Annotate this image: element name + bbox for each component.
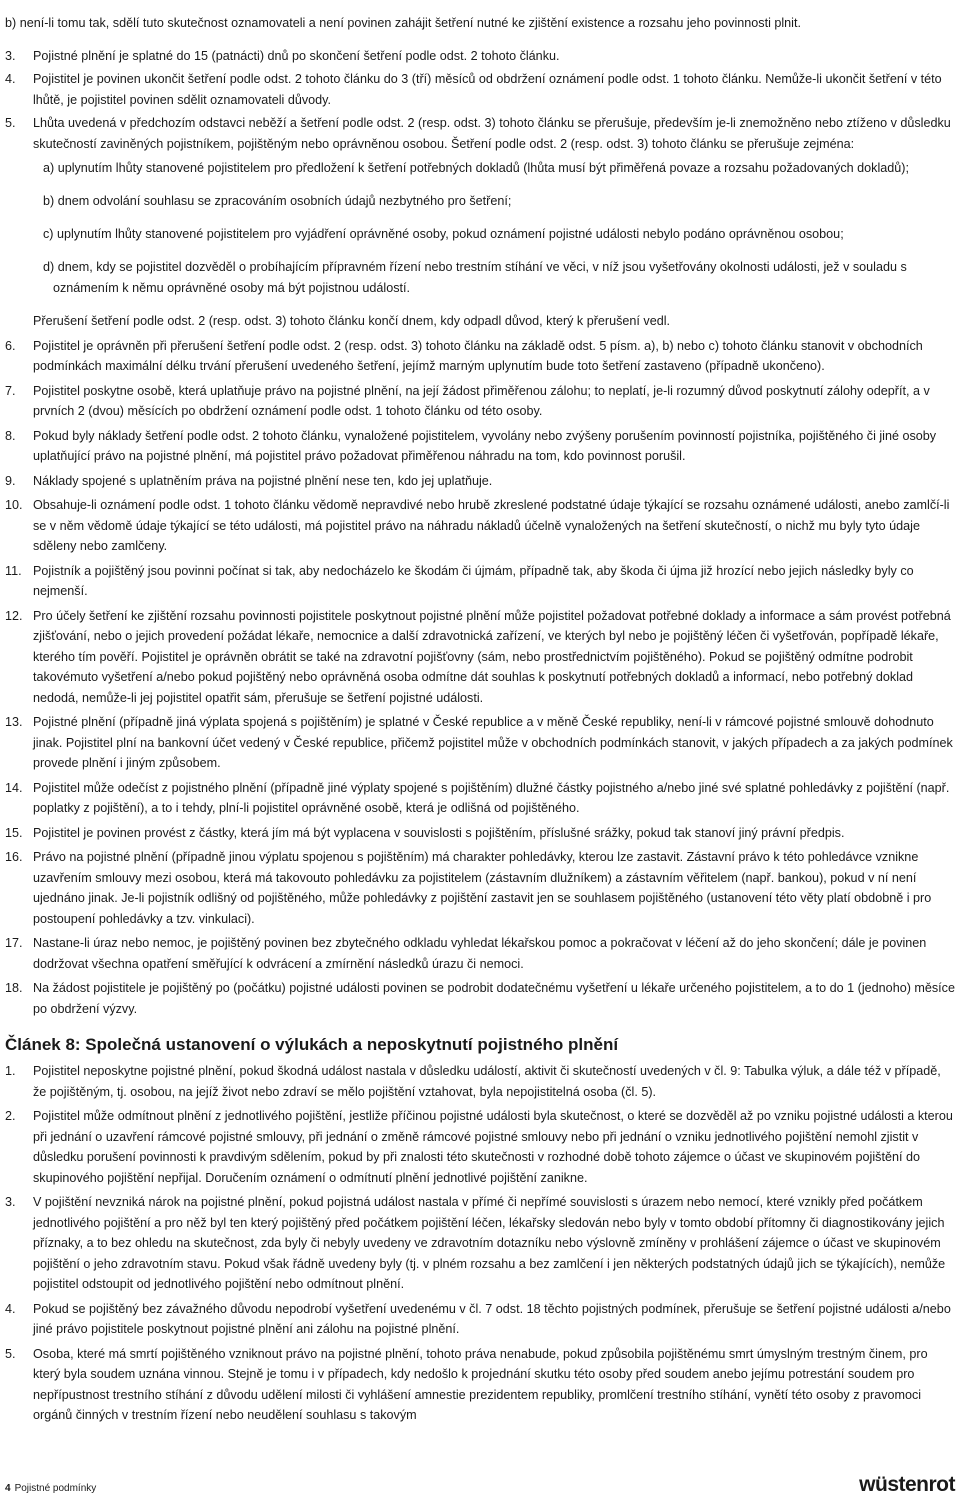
paragraph-number: 13. — [5, 715, 23, 730]
paragraph-text: b) není-li tomu tak, sdělí tuto skutečnost oznamovateli a není povinen zahájit šetření nutné ke zjištění existence a rozsahu jeho povinnosti plnit. — [5, 15, 801, 30]
paragraph-7-5-continuation: Přerušení šetření podle odst. 2 (resp. odst. 3) tohoto článku končí dnem, kdy odpadl důvod, který k přerušení vedl. — [33, 314, 671, 329]
paragraph-text: Právo na pojistné plnění (případně jinou výplatu spojenou s pojištěním) má charakter pohledávky, kterou lze zastavit. Zástavní právo k této pohledávce vznikne uzavřením smlouvy mezi osobou, která má takovouto pohledávku za pojistitelem (zástavním dlužníkem) a zástavním věřitelem (např. bankou), pokud v ní není ujednáno jinak. Je-li pojistník odlišný od pojištěného, může pohledávky z pojištění zastavit jen se souhlasem pojištěného (ustanovení této věty platí obdobně i pro postoupení pohledávky a tzv. vinkulaci). — [33, 850, 932, 926]
paragraph-7-4 — [5, 69, 955, 110]
paragraph-text: Na žádost pojistitele je pojištěný po (počátku) pojistné události povinen se podrobit dodatečnému vyšetření u lékaře určeného pojistitelem, a to do 1 (jednoho) měsíce po obdržení výzvy. — [33, 981, 955, 1016]
sub-item-text: c) uplynutím lhůty stanovené pojistitelem pro vyjádření oprávněné osoby, pokud oznámení pojistné události nebylo podáno oprávněnou osobou; — [43, 227, 844, 242]
article-7-paragraph — [5, 561, 955, 602]
paragraph-text: Náklady spojené s uplatněním práva na pojistné plnění nese ten, kdo jej uplatňuje. — [33, 473, 493, 488]
article-7-paragraph — [5, 426, 955, 467]
article-7-paragraph — [5, 847, 955, 929]
paragraph-number: 3. — [5, 48, 16, 63]
paragraph-text: Pojistitel je povinen ukončit šetření podle odst. 2 tohoto článku do 3 (tří) měsíců od obdržení oznámení podle odst. 1 tohoto článku. Nemůže-li ukončit šetření v této lhůtě, je pojistitel povinen sdělit oznamovateli důvody. — [33, 72, 942, 107]
paragraph-text: Pojistitel je povinen provést z částky, která jím má být vyplacena v souvislosti s pojištěním, příslušné srážky, pokud tak stanoví jiný právní předpis. — [33, 825, 845, 840]
paragraph-text: Pro účely šetření ke zjištění rozsahu povinnosti pojistitele poskytnout pojistné plnění může pojistitel požadovat potřebné doklady a informace a sám provést potřebná zjišťování, nebo o jejich provedení požádat lékaře, nemocnice a další zdravotnická zařízení, ve kterých byl nebo je pojištěný léčen či vyšetřován, popřípadě lékaře, kterého tím pověří. Pojistitel je oprávněn obrátit se také na zdravotní pojišťovny (sám, nebo prostřednictvím pojištěného). Pokud se pojištěný odmítne podrobit takovémuto vyšetření a/nebo pokud pojištěný nebo oprávněná osoba odmítne dát souhlas k poskytnutí potřebných dokladů a informací, nebo potřebný doklad nedodá, nemůže-li jej pojistitel opatřit sám, přerušuje se šetření pojistné události. — [33, 608, 951, 705]
document-page — [5, 0, 955, 1426]
paragraph-text: V pojištění nevzniká nárok na pojistné plnění, pokud pojistná událost nastala v přímé či nepřímé souvislosti s úrazem nebo nemocí, které vznikly před počátkem jednotlivého pojištění a pro něž byl ten který pojištěný před počátkem pojištění léčen, lékařsky sledován nebo byly v tomto období přítomny či diagnostikovány jejich příznaky, a to bez ohledu na skutečnost, zda byly či nebyly uvedeny ve zdravotním dotazníku nebo výslovně zmíněny v prohlášení zájemce o účast ve skupinovém pojištění o jeho zdravotním stavu. Pokud však řádně uvedeny byly (tj. v plném rozsahu a bez zamlčení i jen některých podstatných údajů jich se týkajících), nemůže pojistitel odstoupit od jednotlivého pojištění nebo odmítnout plnění. — [33, 1195, 946, 1292]
article-8-paragraph — [5, 1106, 955, 1188]
paragraph-text: Pojistitel poskytne osobě, která uplatňuje právo na pojistné plnění, na její žádost přiměřenou zálohu; to neplatí, je-li rozumný důvod poskytnutí zálohy odepřít, a v prvních 2 (dvou) měsících po obdržení oznámení podle odst. 1 tohoto článku od této osoby. — [33, 383, 930, 419]
paragraph-number: 4. — [5, 72, 16, 87]
paragraph-number: 2. — [5, 1109, 16, 1124]
page-number: 4 — [5, 1483, 11, 1494]
paragraph-text: Pojistné plnění je splatné do 15 (patnácti) dnů po skončení šetření podle odst. 2 tohoto článku. — [33, 48, 560, 63]
paragraph-number: 16. — [5, 850, 23, 865]
paragraph-2b — [5, 13, 955, 34]
page-footer — [5, 1473, 955, 1497]
article-7-paragraph — [5, 933, 955, 974]
sub-item-c — [33, 224, 955, 245]
paragraph-text: Osoba, které má smrtí pojištěného vzniknout právo na pojistné plnění, tohoto práva nenabude, pokud způsobila pojištěnému smrt úmyslným trestným činem, pro který byla soudem uznána vinnou. Stejně je tomu i v případech, kdy nedošlo k projednání skutku této osoby před soudem anebo jejímu potrestání soudem pro nepřípustnost trestního stíhání z důvodu udělení milosti či vyhlášení amnestie prezidentem republiky, promlčení trestního stíhání, vynětí této osoby z pravomoci orgánů činných v trestním řízení nebo neudělení souhlasu s takovým — [33, 1346, 928, 1423]
article-7-paragraph — [5, 978, 955, 1019]
article-8-paragraphs — [5, 1061, 955, 1426]
article-7-paragraph — [5, 495, 955, 557]
article-8-paragraph — [5, 1061, 955, 1102]
paragraph-number: 12. — [5, 608, 23, 623]
article-7-paragraph — [5, 778, 955, 819]
paragraph-text: Pojistitel může odečíst z pojistného plnění (případně jiné výplaty spojené s pojištěním) dlužné částky pojistného a/nebo jiné své splatné pohledávky z pojištění (např. poplatky z pojištění), a to i tehdy, plní-li pojistitel oprávněné osobě, která je odlišná od pojištěného. — [33, 780, 950, 816]
paragraph-number: 5. — [5, 116, 16, 131]
document-title: Pojistné podmínky — [14, 1483, 97, 1494]
paragraph-text: Obsahuje-li oznámení podle odst. 1 tohoto článku vědomě nepravdivé nebo hrubě zkreslené podstatné údaje týkající se rozsahu oznámené události, anebo zamlčí-li se v něm vědomě údaje týkající se této události, má pojistitel právo na náhradu nákladů účelně vynaložených na šetření skutečností, o nichž mu byly tyto údaje sděleny nebo zamlčeny. — [33, 498, 950, 554]
paragraph-number: 10. — [5, 498, 23, 513]
article-8-paragraph — [5, 1344, 955, 1426]
paragraph-text: Pojistné plnění (případně jiná výplata spojená s pojištěním) je splatné v České republice a v měně České republiky, není-li v rámcové pojistné smlouvě dohodnuto jinak. Pojistitel plní na bankovní účet vedený v České republice, přičemž pojistitel může v obchodních podmínkách stanovit, v jakých případech a za jakých podmínek provede plnění i jiným způsobem. — [33, 715, 953, 771]
paragraph-number: 3. — [5, 1195, 16, 1210]
article-7-paragraph — [5, 336, 955, 377]
paragraph-number: 17. — [5, 936, 23, 951]
paragraph-7-5 — [5, 113, 955, 154]
sub-item-a — [33, 158, 955, 179]
article-7-paragraph — [5, 823, 955, 844]
sub-item-b — [33, 191, 955, 212]
paragraph-text: Pokud se pojištěný bez závažného důvodu nepodrobí vyšetření uvedenému v čl. 7 odst. 18 těchto pojistných podmínek, přerušuje se šetření pojistné události a/nebo jiné právo pojistitele poskytnout pojistné plnění ani zálohu na pojistné plnění. — [33, 1301, 951, 1337]
paragraph-text: Lhůta uvedená v předchozím odstavci neběží a šetření podle odst. 2 (resp. odst. 3) tohoto článku se přerušuje, především je-li znemožněno nebo ztíženo v důsledku skutečností zaviněných pojistníkem, pojištěným nebo oprávněnou osobou. Šetření podle odst. 2 (resp. odst. 3) tohoto článku se přerušuje zejména: — [33, 116, 951, 151]
paragraph-number: 6. — [5, 338, 16, 353]
article-8-paragraph — [5, 1192, 955, 1295]
paragraph-text: Nastane-li úraz nebo nemoc, je pojištěný povinen bez zbytečného odkladu vyhledat lékařskou pomoc a pokračovat v léčení až do jeho skončení; dále je povinen dodržovat všechna opatření směřující k odvrácení a zmírnění následků úrazu či nemoci. — [33, 936, 927, 971]
paragraph-text: Pojistitel může odmítnout plnění z jednotlivého pojištění, jestliže příčinou pojistné události byla skutečnost, o které se dozvěděl až po vzniku pojistné události a kterou při jednání o uzavření rámcové pojistné smlouvy, při jednání o změně rámcové pojistné smlouvy nebo při jednání o vzniku jednotlivého pojištění nemohl zjistit v důsledku porušení povinnosti k pravdivým sdělením, pokud by při znalosti této skutečnosti v rozhodné době tohoto zájemce o účast ve skupinovém pojištění do skupinového pojištění nepřijal. Doručením oznámení o odmítnutí plnění jednotlivé pojištění zanikne. — [33, 1109, 953, 1185]
paragraph-text: Pokud byly náklady šetření podle odst. 2 tohoto článku, vynaložené pojistitelem, vyvolány nebo zvýšeny porušením povinností pojistníka, pojištěného či jiné osoby uplatňující právo na pojistné plnění, má pojistitel právo požadovat přiměřenou náhradu na tom, kdo povinnost porušil. — [33, 428, 937, 464]
paragraph-7-3 — [5, 46, 955, 67]
article-8-heading: Článek 8: Společná ustanovení o výlukách a neposkytnutí pojistného plnění — [5, 1035, 619, 1055]
paragraph-number: 1. — [5, 1064, 16, 1079]
article-7-paragraph — [5, 712, 955, 774]
article-7-paragraphs — [5, 336, 955, 1020]
sub-item-d — [33, 257, 955, 298]
paragraph-number: 18. — [5, 981, 23, 996]
article-7-paragraph — [5, 471, 955, 492]
sub-item-text: a) uplynutím lhůty stanovené pojistitelem pro předložení k šetření potřebných dokladů (lhůta musí být přiměřená povaze a rozsahu požadovaných dokladů); — [43, 161, 909, 176]
article-7-paragraph — [5, 381, 955, 422]
sub-item-text: b) dnem odvolání souhlasu se zpracováním osobních údajů nezbytného pro šetření; — [43, 194, 512, 209]
footer-label — [5, 1483, 96, 1495]
paragraph-number: 7. — [5, 383, 16, 398]
paragraph-text: Pojistitel je oprávněn při přerušení šetření podle odst. 2 (resp. odst. 3) tohoto článku na základě odst. 5 písm. a), b) nebo c) tohoto článku stanovit v obchodních podmínkách maximální délku trvání přerušení uvedeného šetření, jejímž marným uplynutím bude toto šetření zastaveno (případně ukončeno). — [33, 338, 923, 374]
paragraph-number: 14. — [5, 780, 23, 795]
paragraph-number: 4. — [5, 1301, 16, 1316]
paragraph-number: 8. — [5, 428, 16, 443]
paragraph-text: Pojistník a pojištěný jsou povinni počínat si tak, aby nedocházelo ke škodám či újmám, případně tak, aby škoda či újma již hrozící nebo jejich následky byly co nejmenší. — [33, 563, 914, 599]
sub-item-text: d) dnem, kdy se pojistitel dozvěděl o probíhajícím přípravném řízení nebo trestním stíhání ve věci, v níž jsou vyšetřovány okolnosti události, jež v souladu s oznámením k němu oprávněné osoby má být pojistnou událostí. — [43, 260, 907, 295]
paragraph-text: Pojistitel neposkytne pojistné plnění, pokud škodná událost nastala v důsledku událostí, aktivit či skutečností uvedených v čl. 9: Tabulka výluk, a dále též v případě, že pojištěným, tj. osobou, na jejíž život nebo zdraví se mělo pojištění vztahovat, byla nepojistitelná osoba (čl. 5). — [33, 1064, 941, 1099]
wustenrot-logo: wüstenrot — [859, 1473, 955, 1496]
paragraph-number: 11. — [5, 563, 22, 578]
paragraph-number: 9. — [5, 473, 16, 488]
article-8-paragraph — [5, 1299, 955, 1340]
paragraph-number: 15. — [5, 825, 23, 840]
article-7-paragraph — [5, 606, 955, 709]
paragraph-number: 5. — [5, 1346, 16, 1361]
